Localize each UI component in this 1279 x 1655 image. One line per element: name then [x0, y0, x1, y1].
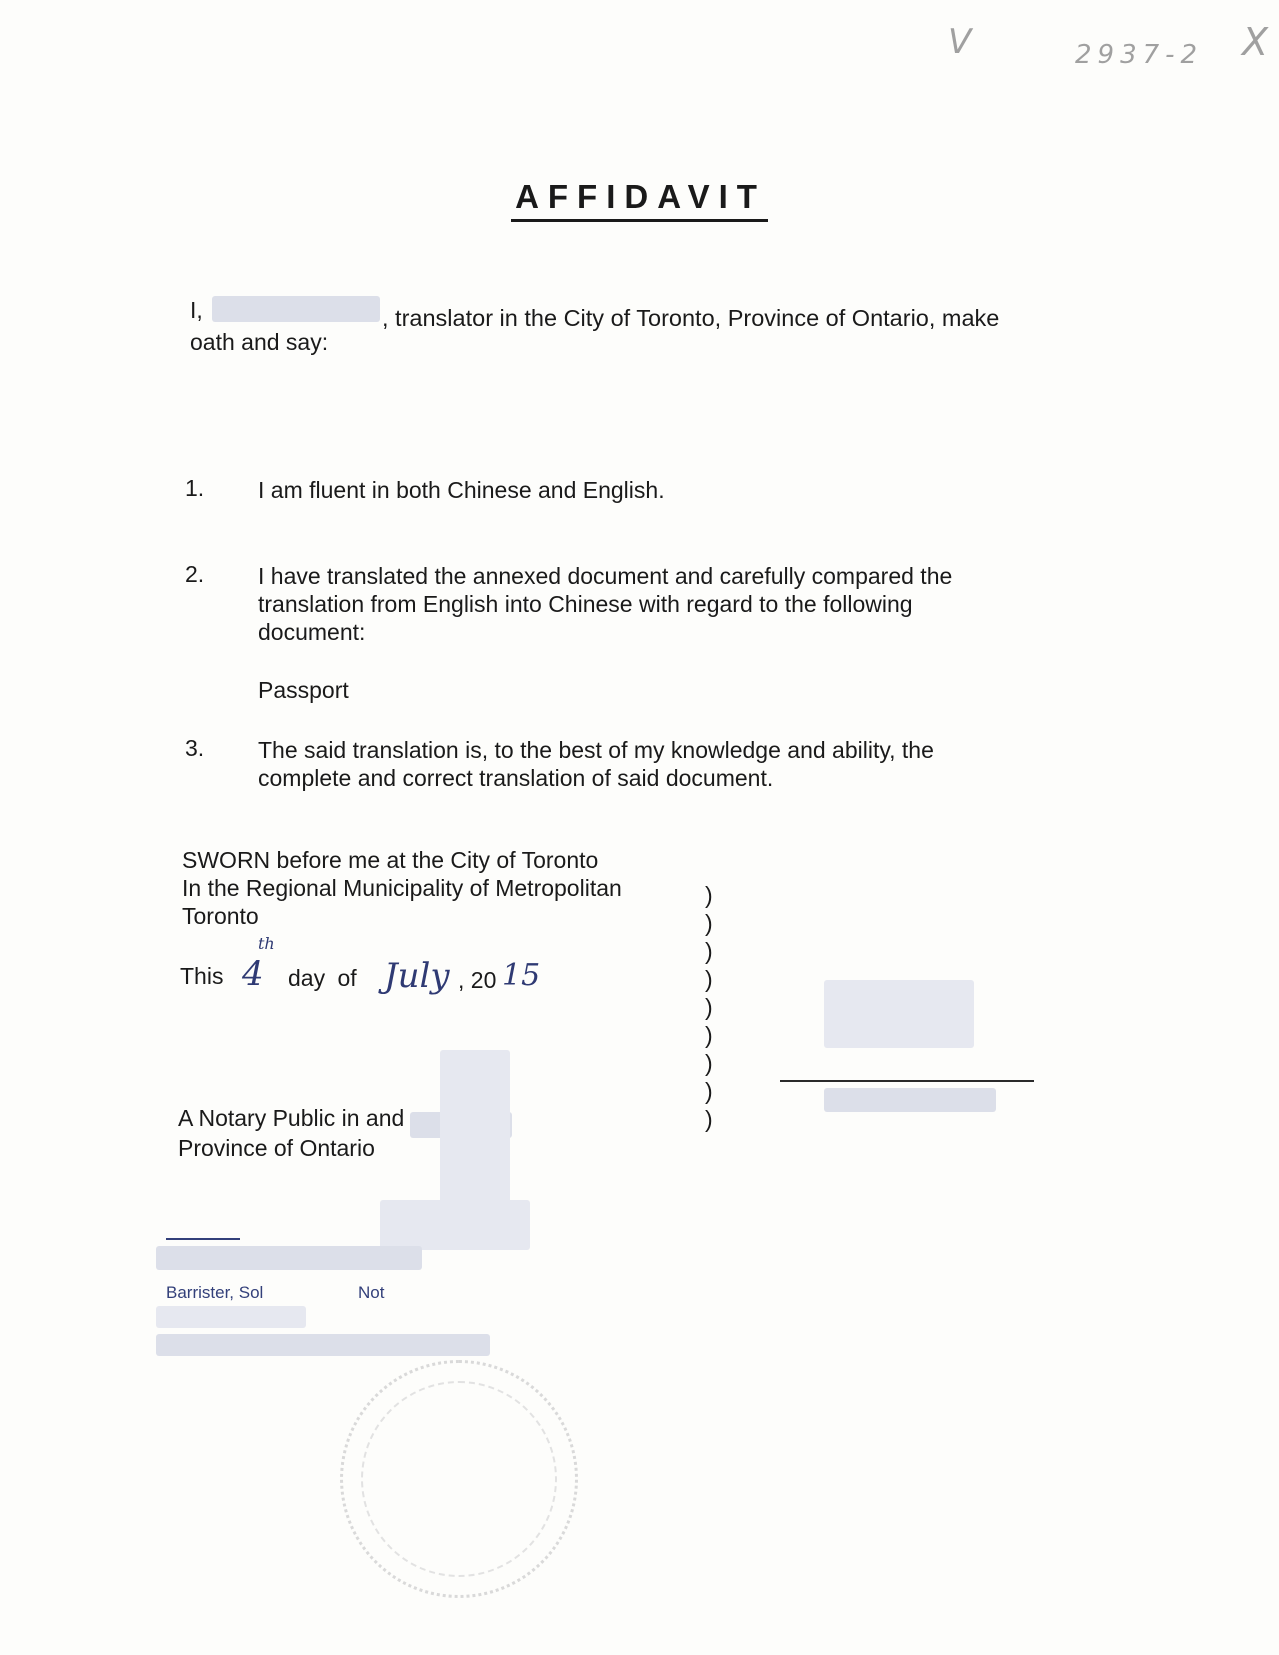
- redacted-stamp-line2: [156, 1306, 306, 1328]
- redacted-signature: [824, 980, 974, 1048]
- paren-1: ): [705, 882, 713, 908]
- item-3-number: 3.: [185, 735, 205, 761]
- document-title: AFFIDAVIT: [0, 178, 1279, 222]
- intro-line1: , translator in the City of Toronto, Province of Ontario, make: [382, 305, 1000, 331]
- redacted-stamp-name: [156, 1246, 422, 1270]
- paren-6: ): [705, 1022, 713, 1048]
- item-2-line2: translation from English into Chinese with regard to the following: [258, 591, 913, 617]
- stamp-line: [166, 1238, 240, 1240]
- date-day-handwritten: 4: [242, 954, 264, 994]
- redacted-deponent-name: [824, 1088, 996, 1112]
- date-year-handwritten: 15: [502, 958, 541, 993]
- item-2-document: Passport: [258, 677, 349, 703]
- item-1-number: 1.: [185, 475, 205, 501]
- redacted-notary-signature-2: [380, 1200, 530, 1250]
- date-day-suffix: th: [258, 934, 275, 953]
- notary-line1: A Notary Public in and: [178, 1105, 405, 1131]
- stamp-title-2: Not: [358, 1283, 385, 1302]
- sworn-line2: In the Regional Municipality of Metropolitan: [182, 875, 622, 901]
- paren-8: ): [705, 1078, 713, 1104]
- date-day-of: day of: [288, 965, 357, 991]
- item-2-line3: document:: [258, 619, 366, 645]
- sworn-line1: SWORN before me at the City of Toronto: [182, 847, 599, 873]
- signature-line: [780, 1080, 1034, 1082]
- corner-mark-x: X: [1242, 20, 1269, 64]
- paren-3: ): [705, 938, 713, 964]
- paren-7: ): [705, 1050, 713, 1076]
- redacted-stamp-line3: [156, 1334, 490, 1356]
- stamp-title: Barrister, Sol: [166, 1283, 264, 1302]
- item-1-text: I am fluent in both Chinese and English.: [258, 477, 665, 503]
- corner-mark-number: 2937-2: [1075, 40, 1204, 70]
- paren-4: ): [705, 966, 713, 992]
- paren-2: ): [705, 910, 713, 936]
- sworn-line3: Toronto: [182, 903, 259, 929]
- embossed-seal: [340, 1360, 578, 1598]
- intro-i: I,: [190, 297, 203, 323]
- item-3-line2: complete and correct translation of said document.: [258, 765, 774, 791]
- date-year-prefix: , 20: [458, 967, 497, 993]
- intro-line2: oath and say:: [190, 329, 329, 355]
- paren-5: ): [705, 994, 713, 1020]
- item-3-line1: The said translation is, to the best of my knowledge and ability, the: [258, 737, 934, 763]
- corner-mark-v: V: [948, 22, 972, 62]
- paren-9: ): [705, 1106, 713, 1132]
- date-month-handwritten: July: [384, 956, 450, 996]
- date-this-label: This: [180, 963, 224, 989]
- notary-line2: Province of Ontario: [178, 1135, 375, 1161]
- item-2-line1: I have translated the annexed document and carefully compared the: [258, 563, 953, 589]
- redacted-name: [212, 296, 380, 322]
- item-2-number: 2.: [185, 561, 205, 587]
